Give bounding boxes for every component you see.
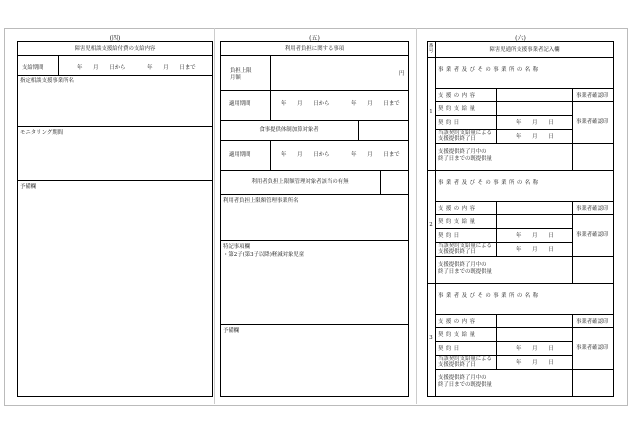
contract-amount-label: 契約支給量 xyxy=(438,106,478,112)
end-date-value[interactable]: 年 月 日 xyxy=(516,134,554,140)
end-date-value[interactable]: 年 月 日 xyxy=(516,360,554,366)
rule xyxy=(427,57,614,58)
rule xyxy=(435,201,614,202)
provided-amount-label-1: 支援提供終了月中の xyxy=(438,375,487,381)
special-notes-label: 特記事項欄 xyxy=(223,244,250,250)
rule xyxy=(427,283,614,284)
meal-provision-label: 食事提供体制加算対象者 xyxy=(259,127,319,133)
management-office-label: 利用者負担上限額管理事業所名 xyxy=(223,198,299,204)
provider-name-label: 事業者及びその事業所の名称 xyxy=(438,180,541,186)
rule xyxy=(435,115,572,116)
provider-confirm-label: 事業者確認印 xyxy=(576,93,609,99)
rule xyxy=(220,55,409,56)
rule xyxy=(270,140,271,170)
record-number: 2 xyxy=(429,222,433,228)
rule xyxy=(220,194,409,195)
rule xyxy=(435,396,614,397)
end-date-label-1: 当該契約支給量による xyxy=(438,356,492,362)
rule xyxy=(58,55,59,75)
burden-cap-unit: 円 xyxy=(399,71,405,77)
provided-amount-label-2: 終了日までの既提供量 xyxy=(438,156,492,162)
provider-confirm-label: 事業者確認印 xyxy=(576,119,609,125)
fold-line-1 xyxy=(214,28,215,404)
record-number: 3 xyxy=(429,335,433,341)
panel-5-box xyxy=(220,41,409,397)
rule xyxy=(435,101,614,102)
rule xyxy=(435,143,614,144)
rule xyxy=(17,55,213,56)
support-content-label: 支援の内容 xyxy=(438,319,478,325)
provider-name-label: 事業者及びその事業所の名称 xyxy=(438,293,541,299)
support-content-label: 支援の内容 xyxy=(438,206,478,212)
burden-management-label: 利用者負担上限額管理対象者該当の有無 xyxy=(251,179,349,185)
support-content-label: 支援の内容 xyxy=(438,93,478,99)
rule xyxy=(435,314,614,315)
rule xyxy=(17,180,213,181)
provider-confirm-label: 事業者確認印 xyxy=(576,345,609,351)
panel-4-title: 障害児相談支援給付費の支給内容 xyxy=(74,46,156,52)
provided-amount-label-2: 終了日までの既提供量 xyxy=(438,382,492,388)
rule xyxy=(435,327,614,328)
rule xyxy=(17,126,213,127)
panel-4-number: (四) xyxy=(109,35,121,42)
provided-amount-label-1: 支援提供終了月中の xyxy=(438,262,487,268)
provided-amount-label-1: 支援提供終了月中の xyxy=(438,149,487,155)
rule xyxy=(435,256,614,257)
provider-name-label: 事業者及びその事業所の名称 xyxy=(438,67,541,73)
support-period-value[interactable]: 年 月 日から 年 月 日まで xyxy=(77,65,196,71)
panel-6-number: (六) xyxy=(515,35,526,42)
end-date-label-2: 支援提供終了日 xyxy=(438,136,476,142)
notes-label: 予備欄 xyxy=(20,184,37,190)
meal-period-value[interactable]: 年 月 日から 年 月 日まで xyxy=(281,152,400,158)
special-notes-text: ・第2子(第3子以降)軽減対象児童 xyxy=(223,252,305,258)
record-number: 1 xyxy=(429,109,433,115)
rule xyxy=(17,75,213,76)
contract-date-value[interactable]: 年 月 日 xyxy=(516,120,554,126)
rule xyxy=(380,170,381,194)
meal-period-label: 適用期間 xyxy=(229,152,251,158)
panel-5-number: (五) xyxy=(309,35,320,42)
contract-date-value[interactable]: 年 月 日 xyxy=(516,233,554,239)
provider-confirm-label: 事業者確認印 xyxy=(576,319,609,325)
panel-6-title: 障害児通所支援事業者記入欄 xyxy=(489,47,560,53)
rule xyxy=(220,120,409,121)
end-date-value[interactable]: 年 月 日 xyxy=(516,247,554,253)
rule xyxy=(220,240,409,241)
provided-amount-label-2: 終了日までの既提供量 xyxy=(438,269,492,275)
rule xyxy=(427,170,614,171)
contract-amount-label: 契約支給量 xyxy=(438,332,478,338)
burden-cap-label-1: 負担上限 xyxy=(230,68,252,74)
rule xyxy=(435,341,572,342)
rule xyxy=(435,369,614,370)
monitoring-period-label: モニタリング期間 xyxy=(20,130,64,136)
provider-confirm-label: 事業者確認印 xyxy=(576,206,609,212)
rule xyxy=(435,88,614,89)
end-date-label-1: 当該契約支給量による xyxy=(438,243,492,249)
rule xyxy=(435,41,436,397)
applicable-period-label: 適用期間 xyxy=(229,101,251,107)
support-period-label: 支給期間 xyxy=(22,65,44,71)
rule xyxy=(220,90,409,91)
contract-date-label: 契約日 xyxy=(438,120,462,126)
contract-date-label: 契約日 xyxy=(438,346,462,352)
rule xyxy=(435,214,614,215)
number-column-header: 番号 xyxy=(428,44,434,55)
rule xyxy=(220,324,409,325)
contract-date-label: 契約日 xyxy=(438,233,462,239)
contract-date-value[interactable]: 年 月 日 xyxy=(516,346,554,352)
rule xyxy=(220,140,409,141)
panel-4-box xyxy=(17,41,213,397)
end-date-label-1: 当該契約支給量による xyxy=(438,130,492,136)
applicable-period-value[interactable]: 年 月 日から 年 月 日まで xyxy=(281,101,400,107)
rule xyxy=(358,120,359,140)
rule xyxy=(435,228,572,229)
end-date-label-2: 支援提供終了日 xyxy=(438,362,476,368)
contract-amount-label: 契約支給量 xyxy=(438,219,478,225)
burden-cap-label-2: 月額 xyxy=(230,75,241,81)
end-date-label-2: 支援提供終了日 xyxy=(438,249,476,255)
notes-label: 予備欄 xyxy=(223,328,240,334)
provider-confirm-label: 事業者確認印 xyxy=(576,232,609,238)
panel-5-title: 利用者負担に関する事項 xyxy=(284,46,345,52)
rule xyxy=(270,55,271,120)
fold-line-2 xyxy=(416,28,417,404)
provider-office-label: 指定相談支援事業所名 xyxy=(20,78,74,84)
